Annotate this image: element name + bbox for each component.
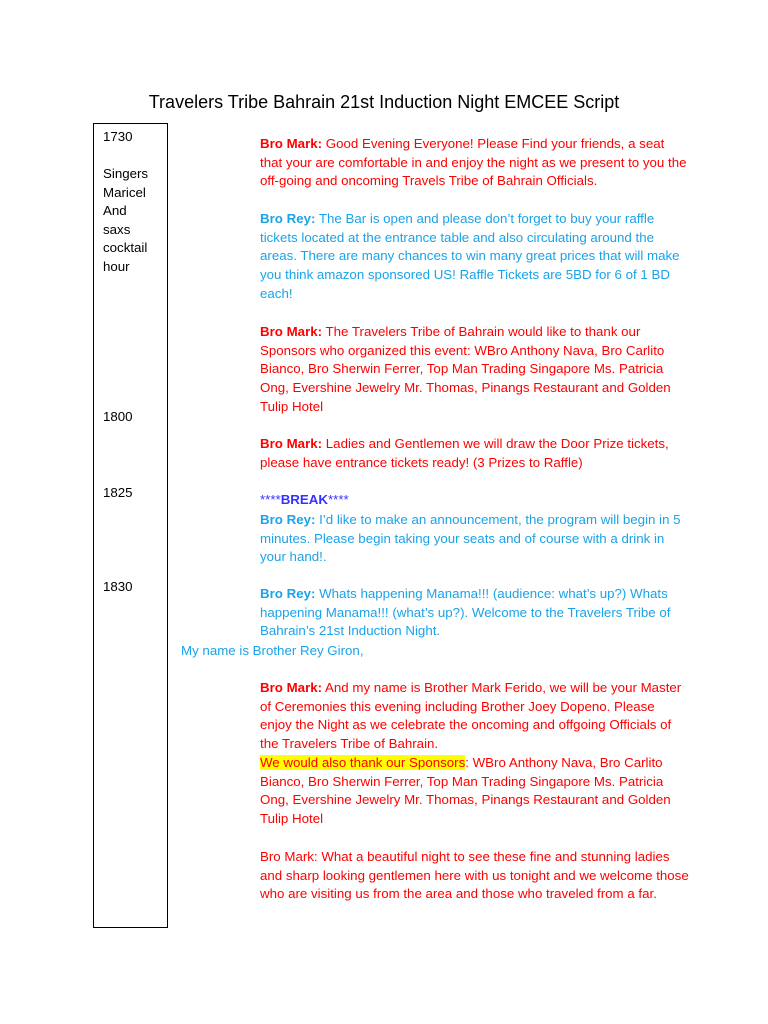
script-paragraph — [260, 585, 690, 641]
break-stars: **** — [327, 492, 349, 507]
speaker-label: Bro Rey: — [260, 211, 316, 226]
dialogue-text: Good Evening Everyone! Please Find your friends, a seat that your are comfortable in and enjoy the night as we present to you the off-going and oncoming Travels Tribe of Bahrain Officials. — [260, 136, 687, 189]
document-title: Travelers Tribe Bahrain 21st Induction Night EMCEE Script — [148, 92, 620, 112]
script-outdent-line: My name is Brother Rey Giron, — [181, 643, 364, 658]
dialogue-text: I’d like to make an announcement, the program will begin in 5 minutes. Please begin taking your seats and of course with a drink in your hand!. — [260, 512, 681, 565]
speaker-label: Bro Rey: — [260, 586, 316, 601]
note-line: cocktail — [103, 240, 148, 256]
dialogue-text: The Travelers Tribe of Bahrain would like to thank our Sponsors who organized this event: WBro Anthony Nava, Bro Carlito Bianco, Bro Sherwin Ferrer, Top Man Trading Singapore Ms. Patricia Ong, Evershine Jewelry Mr. Thomas, Pinangs Restaurant and Golden Tulip Hotel — [260, 324, 671, 414]
dialogue-text: The Bar is open and please don’t forget to buy your raffle tickets located at the entrance table and also circulating around the areas. There are many chances to win many great prices that will make you think amazon sponsored US! Raffle Tickets are 5BD for 6 of 1 BD each! — [260, 211, 680, 301]
dialogue-text: Whats happening Manama!!! (audience: what’s up?) Whats happening Manama!!! (what’s up?). Welcome to the Travelers Tribe of Bahrain’s 21st Induction Night. — [260, 586, 671, 639]
script-paragraph — [260, 435, 690, 472]
highlighted-text: We would also thank our Sponsors — [260, 754, 466, 770]
speaker-label: Bro Mark: — [260, 136, 323, 151]
speaker-label: Bro Mark: — [260, 436, 323, 451]
script-paragraph: Bro Mark: What a beautiful night to see these fine and stunning ladies and sharp looking gentlemen here with us tonight and we welcome those who are visiting us from the area and those who traveled from a far. — [260, 849, 689, 902]
speaker-label: Bro Mark: — [260, 324, 323, 339]
script-paragraph — [260, 210, 690, 304]
note-line: Maricel — [103, 184, 146, 200]
break-label: BREAK — [280, 492, 328, 507]
time-1825: 1825 — [103, 485, 133, 500]
break-stars: **** — [260, 492, 281, 507]
note-line: saxs — [103, 221, 131, 237]
dialogue-text: Ladies and Gentlemen we will draw the Door Prize tickets, please have entrance tickets ready! (3 Prizes to Raffle) — [260, 436, 669, 470]
time-1730: 1730 — [103, 129, 133, 144]
script-paragraph — [260, 511, 690, 567]
script-paragraph — [260, 679, 690, 829]
script-paragraph — [260, 323, 690, 417]
script-paragraph — [260, 135, 690, 191]
time-1730-note — [103, 165, 148, 277]
break-marker — [260, 491, 690, 510]
time-1800: 1800 — [103, 409, 133, 424]
speaker-label: Bro Rey: — [260, 512, 316, 527]
note-line: And — [103, 203, 127, 219]
dialogue-text: : WBro Anthony Nava, Bro Carlito Bianco, Bro Sherwin Ferrer, Top Man Trading Singapore Ms. Patricia Ong, Evershine Jewelry Mr. Thomas, Pinangs Restaurant and Golden Tulip Hotel — [260, 754, 671, 826]
note-line: Singers — [103, 166, 149, 181]
speaker-label: Bro Mark: — [260, 680, 323, 695]
time-1830: 1830 — [103, 579, 133, 594]
dialogue-text: And my name is Brother Mark Ferido, we will be your Master of Ceremonies this evening including Brother Joey Dopeno. Please enjoy the Night as we celebrate the oncoming and offgoing Officials of the Travelers Tribe of Bahrain. — [260, 680, 682, 752]
note-line: hour — [103, 258, 130, 274]
